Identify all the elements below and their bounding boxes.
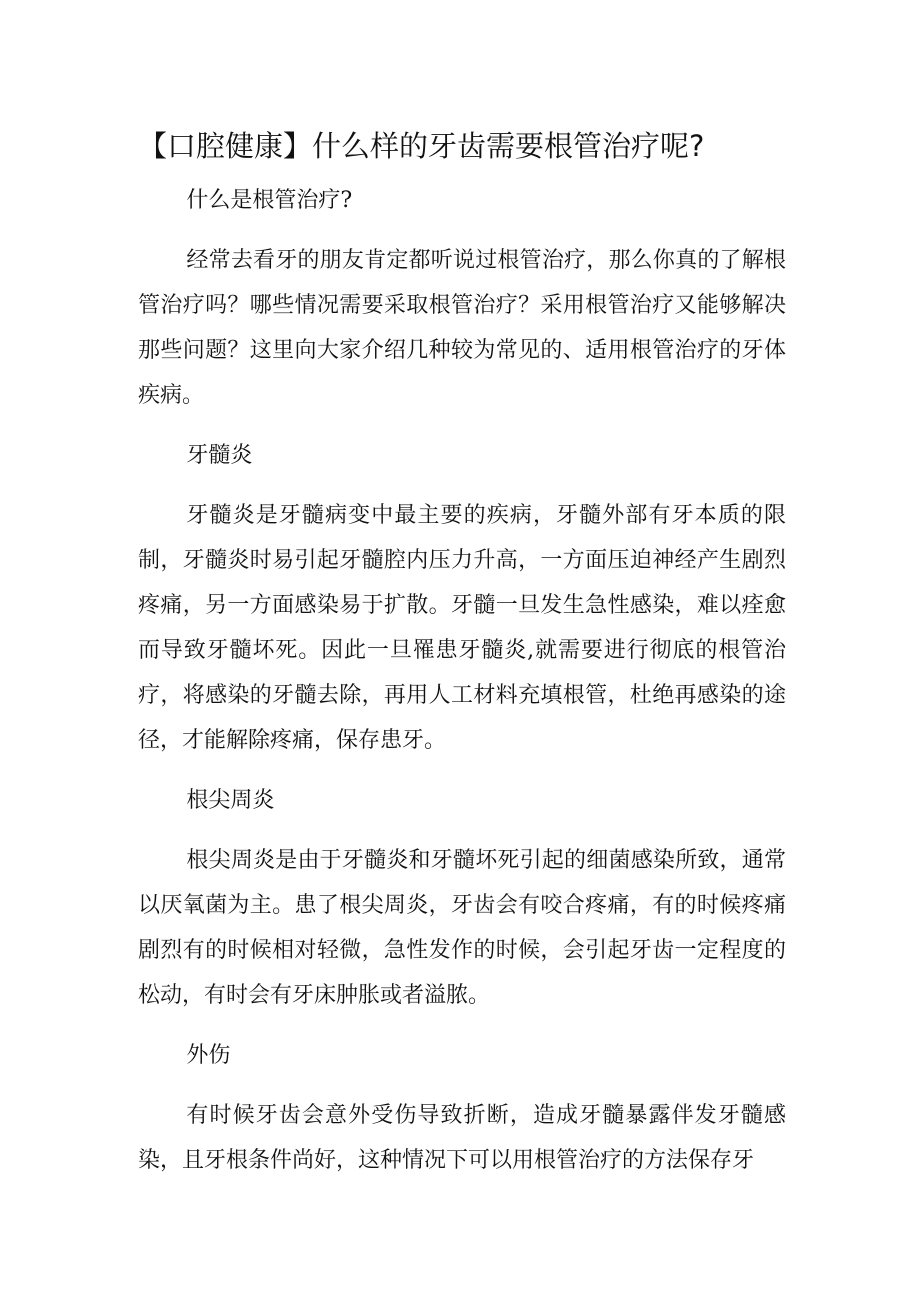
section-what-is-root-canal	[138, 178, 786, 418]
section-pulpitis	[138, 433, 786, 763]
section-trauma	[138, 1033, 786, 1183]
section-heading: 根尖周炎	[186, 788, 275, 813]
section-paragraph: 有时候牙齿会意外受伤导致折断，造成牙髓暴露伴发牙髓感染，且牙根条件尚好，这种情况下可以用根管治疗的方法保存牙	[138, 1103, 786, 1173]
section-paragraph: 牙髓炎是牙髓病变中最主要的疾病，牙髓外部有牙本质的限制，牙髓炎时易引起牙髓腔内压力升高，一方面压迫神经产生剧烈疼痛，另一方面感染易于扩散。牙髓一旦发生急性感染，难以痊愈而导致牙髓坏死。因此一旦罹患牙髓炎,就需要进行彻底的根管治疗，将感染的牙髓去除，再用人工材料充填根管，杜绝再感染的途径，才能解除疼痛，保存患牙。	[138, 503, 786, 753]
document-body	[138, 178, 786, 1198]
section-heading: 什么是根管治疗?	[186, 188, 353, 213]
section-heading: 牙髓炎	[186, 443, 253, 468]
section-heading: 外伤	[186, 1043, 231, 1068]
section-periapical-periodontitis	[138, 778, 786, 1018]
section-paragraph: 根尖周炎是由于牙髓炎和牙髓坏死引起的细菌感染所致，通常以厌氧菌为主。患了根尖周炎，牙齿会有咬合疼痛，有的时候疼痛剧烈有的时候相对轻微，急性发作的时候，会引起牙齿一定程度的松动，有时会有牙床肿胀或者溢脓。	[138, 848, 786, 1008]
document-title: 【口腔健康】什么样的牙齿需要根管治疗呢?	[138, 129, 705, 163]
section-paragraph: 经常去看牙的朋友肯定都听说过根管治疗，那么你真的了解根管治疗吗？哪些情况需要采取根管治疗？采用根管治疗又能够解决那些问题？这里向大家介绍几种较为常见的、适用根管治疗的牙体疾病。	[138, 248, 786, 408]
